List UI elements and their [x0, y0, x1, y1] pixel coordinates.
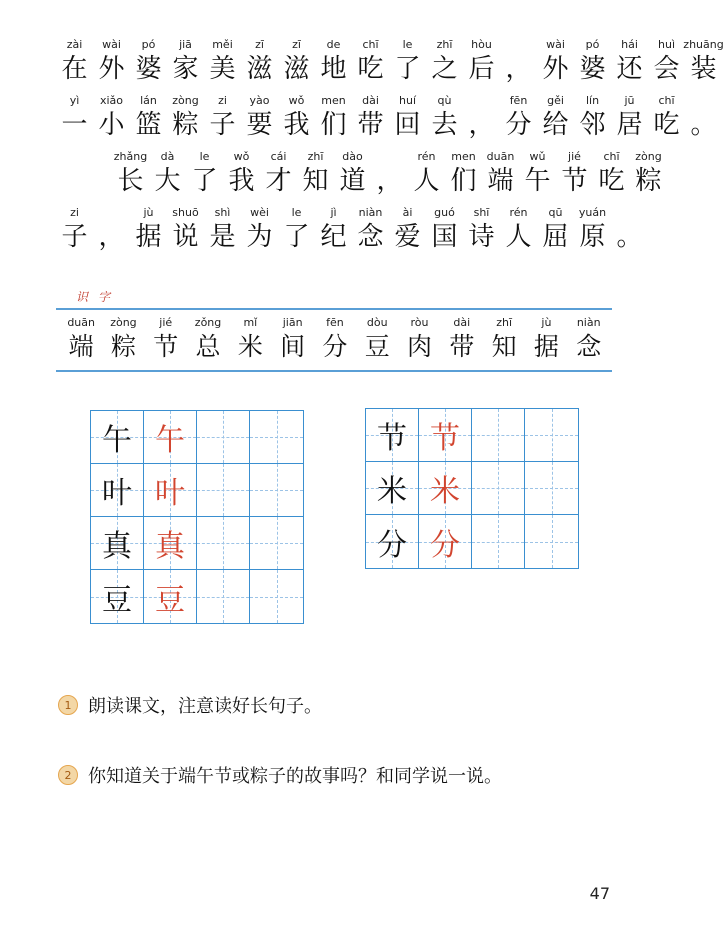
hanzi: ， [376, 166, 403, 196]
vocab-hanzi: 间 [280, 332, 306, 361]
character-cell [167, 94, 204, 142]
hanzi: 们 [450, 166, 477, 196]
pinyin: pó [585, 38, 600, 51]
character-cell [352, 38, 389, 86]
practice-cell [250, 517, 303, 570]
vocab-top-rule [56, 308, 612, 310]
practice-cell [525, 462, 578, 515]
hanzi: 诗 [468, 222, 495, 252]
character-cell [56, 94, 93, 142]
hanzi: 带 [357, 110, 384, 140]
pinyin: qù [437, 94, 452, 107]
vocab-item [398, 316, 440, 364]
vocab-pinyin: jiān [282, 316, 303, 329]
character-cell [389, 38, 426, 86]
hanzi: 了 [283, 222, 310, 252]
character-cell [315, 206, 352, 254]
hanzi: 婆 [579, 54, 606, 84]
character-cell [241, 38, 278, 86]
character-cell [241, 206, 278, 254]
character-cell [241, 94, 278, 142]
pinyin: cái [270, 150, 287, 163]
character-cell [56, 38, 93, 86]
practice-cell [197, 570, 250, 623]
hanzi: 美 [209, 54, 236, 84]
vocab-item [60, 316, 102, 364]
hanzi: 是 [209, 222, 236, 252]
character-cell [278, 94, 315, 142]
vocab-item [102, 316, 144, 364]
character-cell [500, 206, 537, 254]
vocab-hanzi: 肉 [407, 332, 433, 361]
character-cell [611, 94, 648, 142]
hanzi: 邻 [579, 110, 606, 140]
character-cell [334, 150, 371, 198]
vocab-pinyin: jù [541, 316, 552, 329]
hanzi: 家 [172, 54, 199, 84]
model-character [366, 515, 419, 568]
hanzi: 。 [690, 110, 717, 140]
character-cell [278, 38, 315, 86]
vocab-section-title: 识字 [76, 290, 121, 304]
character-cell [315, 94, 352, 142]
pinyin: chī [658, 94, 675, 107]
hanzi: 婆 [135, 54, 162, 84]
character-cell [630, 150, 667, 198]
practice-cell [197, 464, 250, 517]
pinyin: hái [621, 38, 638, 51]
pinyin: men [321, 94, 346, 107]
pinyin: pó [141, 38, 156, 51]
pinyin: huì [658, 38, 675, 51]
pinyin: zhuāng [683, 38, 724, 51]
character-cell [408, 150, 445, 198]
writing-grid-right [365, 408, 579, 569]
vocab-item [187, 316, 229, 364]
character-cell [537, 38, 574, 86]
practice-cell [472, 515, 525, 568]
hanzi: ， [98, 222, 125, 252]
pinyin: wài [546, 38, 565, 51]
vocab-pinyin: duān [67, 316, 95, 329]
trace-character [144, 570, 197, 623]
exercise-1 [58, 692, 322, 718]
vocab-hanzi: 豆 [364, 332, 390, 361]
vocab-hanzi: 据 [533, 332, 559, 361]
character-cell [500, 38, 537, 86]
hanzi: 吃 [598, 166, 625, 196]
pinyin: le [291, 206, 302, 219]
hanzi: 小 [98, 110, 125, 140]
exercise-text: 你知道关于端午节或粽子的故事吗？和同学说一说。 [88, 766, 502, 787]
grid-character: 真 [155, 529, 185, 564]
hanzi: 外 [542, 54, 569, 84]
hanzi: 我 [228, 166, 255, 196]
vocab-item [145, 316, 187, 364]
character-cell [204, 206, 241, 254]
pinyin: niàn [358, 206, 383, 219]
character-cell [648, 94, 685, 142]
character-cell [685, 38, 722, 86]
hanzi: 我 [283, 110, 310, 140]
pinyin: shuō [172, 206, 199, 219]
model-character [91, 517, 144, 570]
hanzi: 之 [431, 54, 458, 84]
character-cell [685, 94, 722, 142]
pinyin: jù [143, 206, 154, 219]
vocab-hanzi: 米 [237, 332, 263, 361]
character-cell [389, 94, 426, 142]
pinyin: gěi [547, 94, 564, 107]
pinyin: le [199, 150, 210, 163]
practice-cell [525, 515, 578, 568]
grid-character: 节 [377, 421, 407, 456]
vocab-hanzi: 节 [153, 332, 179, 361]
vocab-item [356, 316, 398, 364]
vocab-pinyin: fēn [326, 316, 344, 329]
exercise-2 [58, 762, 502, 788]
hanzi: 在 [61, 54, 88, 84]
vocab-item [525, 316, 567, 364]
pinyin: dào [342, 150, 363, 163]
pinyin: wǒ [233, 150, 250, 163]
model-character [91, 464, 144, 517]
character-cell [500, 94, 537, 142]
grid-character: 米 [430, 474, 460, 509]
pinyin: le [402, 38, 413, 51]
character-cell [463, 38, 500, 86]
grid-character: 分 [377, 527, 407, 563]
vocab-pinyin: zǒng [194, 316, 222, 329]
hanzi: 滋 [246, 54, 273, 84]
vocab-pinyin: niàn [576, 316, 601, 329]
pinyin: rén [417, 150, 436, 163]
trace-character [419, 409, 472, 462]
pinyin: ài [402, 206, 413, 219]
hanzi: ， [505, 54, 532, 84]
hanzi: 粽 [635, 166, 662, 196]
grid-character: 米 [377, 474, 407, 509]
pinyin: yì [69, 94, 80, 107]
character-cell [445, 150, 482, 198]
hanzi: 据 [135, 222, 162, 252]
pinyin: chī [362, 38, 379, 51]
pinyin: zi [70, 206, 79, 219]
hanzi: 地 [320, 54, 347, 84]
pinyin: lín [585, 94, 600, 107]
character-cell [93, 94, 130, 142]
trace-character [144, 464, 197, 517]
practice-cell [525, 409, 578, 462]
character-cell [56, 206, 93, 254]
vocab-hanzi: 总 [195, 332, 221, 361]
grid-character: 真 [102, 529, 132, 564]
character-cell [278, 206, 315, 254]
hanzi: 要 [246, 110, 273, 140]
vocab-item [314, 316, 356, 364]
hanzi: 了 [191, 166, 218, 196]
pinyin: xiǎo [99, 94, 124, 107]
hanzi: 粽 [172, 110, 199, 140]
pinyin: yuán [578, 206, 607, 219]
hanzi: 还 [616, 54, 643, 84]
pinyin: zhǎng [113, 150, 148, 163]
pinyin: jié [568, 150, 581, 163]
grid-character: 叶 [155, 476, 185, 511]
character-cell [352, 94, 389, 142]
pinyin: zi [218, 94, 227, 107]
character-cell [130, 38, 167, 86]
passage-line [112, 150, 667, 198]
pinyin: jū [624, 94, 635, 107]
practice-cell [197, 411, 250, 464]
character-cell [519, 150, 556, 198]
exercise-number-icon: 1 [58, 695, 78, 715]
vocab-pinyin: jié [159, 316, 173, 329]
hanzi: 们 [320, 110, 347, 140]
practice-cell [250, 411, 303, 464]
hanzi: 吃 [357, 54, 384, 84]
character-cell [130, 94, 167, 142]
character-cell [204, 94, 241, 142]
vocab-bottom-rule [56, 370, 612, 372]
character-cell [574, 206, 611, 254]
hanzi: 子 [61, 222, 88, 252]
hanzi: 道 [339, 166, 366, 196]
model-character [91, 570, 144, 623]
hanzi: 说 [172, 222, 199, 252]
grid-character: 豆 [155, 582, 185, 618]
vocab-list [60, 316, 610, 364]
character-cell [149, 150, 186, 198]
character-cell [463, 94, 500, 142]
vocab-hanzi: 念 [576, 332, 602, 361]
character-cell [223, 150, 260, 198]
pinyin: shī [473, 206, 490, 219]
character-cell [556, 150, 593, 198]
hanzi: 吃 [653, 110, 680, 140]
vocab-hanzi: 分 [322, 332, 348, 361]
trace-character [144, 517, 197, 570]
pinyin: wǔ [529, 150, 546, 163]
pinyin: chī [603, 150, 620, 163]
character-cell [389, 206, 426, 254]
pinyin: zhī [307, 150, 324, 163]
character-cell [537, 206, 574, 254]
character-cell [426, 38, 463, 86]
passage-line [56, 94, 722, 142]
pinyin: guó [434, 206, 455, 219]
grid-character: 节 [430, 421, 460, 456]
pinyin: de [326, 38, 341, 51]
hanzi: 国 [431, 222, 458, 252]
character-cell [593, 150, 630, 198]
character-cell [204, 38, 241, 86]
pinyin: yào [249, 94, 270, 107]
hanzi: 长 [117, 166, 144, 196]
hanzi: 了 [394, 54, 421, 84]
practice-cell [250, 464, 303, 517]
character-cell [482, 150, 519, 198]
hanzi: 居 [616, 110, 643, 140]
character-cell [463, 206, 500, 254]
vocab-pinyin: mǐ [243, 316, 258, 329]
trace-character [144, 411, 197, 464]
vocab-item [483, 316, 525, 364]
pinyin: men [451, 150, 476, 163]
model-character [91, 411, 144, 464]
vocab-pinyin: zhī [496, 316, 513, 329]
hanzi: 外 [98, 54, 125, 84]
hanzi: 大 [154, 166, 181, 196]
hanzi: 原 [579, 222, 606, 252]
hanzi: 端 [487, 166, 514, 196]
hanzi: 才 [265, 166, 292, 196]
hanzi: 。 [616, 222, 643, 252]
exercise-text: 朗读课文，注意读好长句子。 [88, 696, 322, 717]
pinyin: duān [486, 150, 515, 163]
character-cell [426, 94, 463, 142]
pinyin: dà [160, 150, 175, 163]
hanzi: 给 [542, 110, 569, 140]
grid-character: 豆 [102, 582, 132, 618]
exercise-number-icon: 2 [58, 765, 78, 785]
vocab-pinyin: ròu [410, 316, 429, 329]
trace-character [419, 515, 472, 568]
pinyin: wèi [250, 206, 269, 219]
writing-grid-left [90, 410, 304, 624]
character-cell [611, 206, 648, 254]
hanzi: 回 [394, 110, 421, 140]
character-cell [648, 38, 685, 86]
pinyin: huí [399, 94, 416, 107]
model-character [366, 462, 419, 515]
vocab-hanzi: 端 [68, 332, 94, 361]
vocab-item [271, 316, 313, 364]
character-cell [537, 94, 574, 142]
hanzi: 分 [505, 110, 532, 140]
pinyin: zòng [635, 150, 662, 163]
hanzi: 爱 [394, 222, 421, 252]
character-cell [352, 206, 389, 254]
pinyin: wǒ [288, 94, 305, 107]
pinyin: hòu [471, 38, 492, 51]
hanzi: 篮 [135, 110, 162, 140]
grid-character: 分 [430, 527, 460, 563]
grid-character: 午 [155, 423, 185, 458]
pinyin: zī [292, 38, 301, 51]
hanzi: 纪 [320, 222, 347, 252]
grid-character: 午 [102, 423, 132, 458]
pinyin: jì [330, 206, 337, 219]
hanzi: 人 [505, 222, 532, 252]
character-cell [93, 38, 130, 86]
character-cell [186, 150, 223, 198]
practice-cell [472, 409, 525, 462]
vocab-item [568, 316, 610, 364]
passage-line [56, 38, 722, 86]
pinyin: měi [212, 38, 233, 51]
character-cell [260, 150, 297, 198]
pinyin: zòng [172, 94, 199, 107]
hanzi: 去 [431, 110, 458, 140]
character-cell [93, 206, 130, 254]
vocab-hanzi: 知 [491, 332, 517, 361]
hanzi: 午 [524, 166, 551, 196]
vocab-pinyin: zòng [110, 316, 137, 329]
practice-cell [197, 517, 250, 570]
hanzi: 后 [468, 54, 495, 84]
pinyin: lán [140, 94, 157, 107]
character-cell [574, 38, 611, 86]
passage-line [56, 206, 648, 254]
pinyin: dài [362, 94, 379, 107]
page-number: 47 [589, 884, 610, 903]
hanzi: 节 [561, 166, 588, 196]
vocab-pinyin: dài [453, 316, 471, 329]
hanzi: 装 [690, 54, 717, 84]
vocab-hanzi: 带 [449, 332, 475, 361]
hanzi: 人 [413, 166, 440, 196]
hanzi: 滋 [283, 54, 310, 84]
pinyin: wài [102, 38, 121, 51]
vocab-pinyin: dòu [366, 316, 388, 329]
pinyin: zài [66, 38, 83, 51]
pinyin: rén [509, 206, 528, 219]
vocab-hanzi: 粽 [110, 332, 136, 361]
character-cell [112, 150, 149, 198]
vocab-item [229, 316, 271, 364]
pinyin: zhī [436, 38, 453, 51]
vocab-item [441, 316, 483, 364]
hanzi: ， [468, 110, 495, 140]
character-cell [574, 94, 611, 142]
hanzi: 为 [246, 222, 273, 252]
pinyin: fēn [509, 94, 528, 107]
character-cell [167, 38, 204, 86]
character-cell [611, 38, 648, 86]
model-character [366, 409, 419, 462]
trace-character [419, 462, 472, 515]
pinyin: jiā [179, 38, 192, 51]
character-cell [315, 38, 352, 86]
practice-cell [472, 462, 525, 515]
hanzi: 屈 [542, 222, 569, 252]
character-cell [167, 206, 204, 254]
hanzi: 知 [302, 166, 329, 196]
hanzi: 会 [653, 54, 680, 84]
character-cell [371, 150, 408, 198]
hanzi: 念 [357, 222, 384, 252]
hanzi: 一 [61, 110, 88, 140]
hanzi: 子 [209, 110, 236, 140]
character-cell [297, 150, 334, 198]
character-cell [426, 206, 463, 254]
grid-character: 叶 [102, 476, 132, 511]
practice-cell [250, 570, 303, 623]
pinyin: shì [214, 206, 231, 219]
pinyin: zī [255, 38, 264, 51]
character-cell [130, 206, 167, 254]
pinyin: qū [548, 206, 563, 219]
